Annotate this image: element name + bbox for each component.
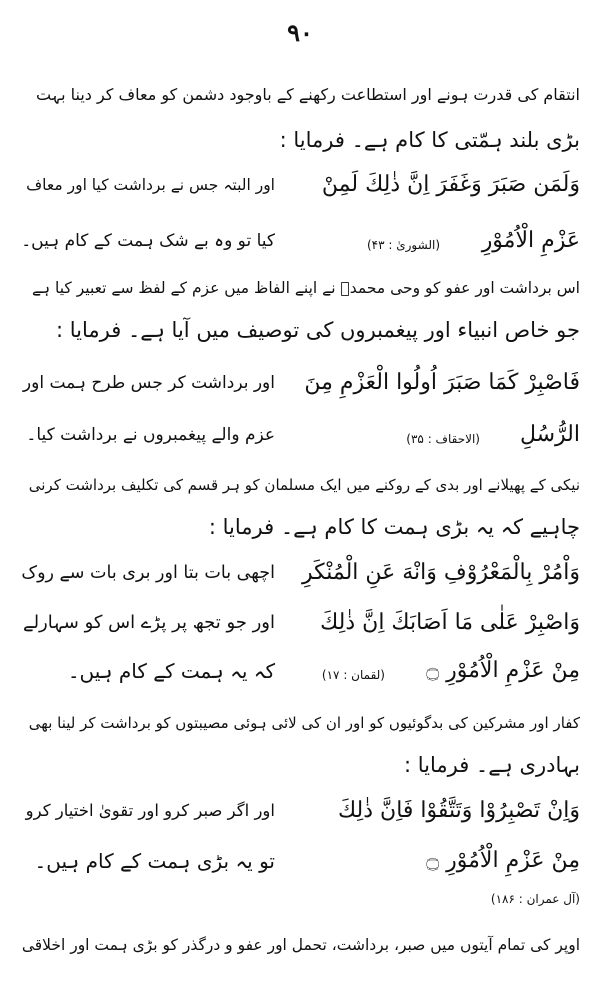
verse-reference: (آل عمران : ۱۸۶) — [490, 892, 580, 906]
quran-verse-line: وَاِنْ تَصْبِرُوْا وَتَتَّقُوْا فَاِنَّ ذٰلِكَ — [338, 798, 580, 823]
quran-verse-line: عَزْمِ الْاُمُوْرِ — [481, 228, 580, 253]
translation-line: تو یہ بڑی ہمت کے کام ہیں۔ — [34, 849, 275, 873]
quran-verse-line: الرُّسُلِ — [519, 422, 580, 447]
translation-line: کیا تو وہ بے شک ہمت کے کام ہیں۔ — [21, 231, 275, 251]
prose-line: بڑی بلند ہمّتی کا کام ہے۔ فرمایا : — [279, 128, 580, 152]
page-number: ۹۰ — [287, 18, 313, 47]
prose-line: اوپر کی تمام آیتوں میں صبر، برداشت، تحمل اور عفو و درگذر کو بڑی ہمت اور اخلاقی — [21, 936, 580, 954]
translation-line: کہ یہ ہمت کے کام ہیں۔ — [67, 659, 275, 683]
quran-verse-line: وَاْمُرْ بِالْمَعْرُوْفِ وَانْهَ عَنِ الْمُنْكَرِ — [301, 560, 580, 585]
prose-line: نیکی کے پھیلانے اور بدی کے روکنے میں ایک مسلمان کو ہر قسم کی تکلیف برداشت کرنی — [28, 476, 580, 494]
quran-verse-line: وَلَمَن صَبَرَ وَغَفَرَ اِنَّ ذٰلِكَ لَمِنْ — [321, 172, 580, 197]
verse-reference: (الاحقاف : ۳۵) — [406, 432, 480, 446]
prose-line: بہادری ہے۔ فرمایا : — [403, 753, 580, 777]
quran-verse-line: مِنْ عَزْمِ الْاُمُوْرِ ۝ — [426, 848, 580, 873]
prose-line: جو خاص انبیاء اور پیغمبروں کی توصیف میں آیا ہے۔ فرمایا : — [56, 318, 580, 342]
translation-line: عزم والے پیغمبروں نے برداشت کیا۔ — [26, 425, 275, 445]
verse-reference: (الشوریٰ : ۴۳) — [366, 238, 440, 252]
prose-line: انتقام کی قدرت ہونے اور استطاعت رکھنے کے باوجود دشمن کو معاف کر دینا بہت — [35, 85, 580, 104]
verse-reference: (لقمان : ۱۷) — [321, 668, 385, 682]
translation-line: اچھی بات بتا اور بری بات سے روک — [21, 563, 275, 583]
prose-line: کفار اور مشرکین کی بدگوئیوں کو اور ان کی لائی ہوئی مصیبتوں کو برداشت کر لینا بھی — [28, 714, 580, 732]
prose-line: اس برداشت اور عفو کو وحی محمدؐ نے اپنے الفاظ میں عزم کے لفظ سے تعبیر کیا ہے — [31, 279, 580, 297]
quran-verse-line: وَاصْبِرْ عَلٰى مَا اَصَابَكَ اِنَّ ذٰلِكَ — [320, 610, 580, 635]
translation-line: اور برداشت کر جس طرح ہمت اور — [22, 373, 275, 393]
quran-verse-line: فَاصْبِرْ كَمَا صَبَرَ اُولُوا الْعَزْمِ مِنَ — [304, 370, 580, 395]
translation-line: اور اگر صبر کرو اور تقویٰ اختیار کرو — [25, 801, 275, 820]
prose-line: چاہیے کہ یہ بڑی ہمت کا کام ہے۔ فرمایا : — [208, 515, 580, 539]
translation-line: اور جو تجھ پر پڑے اس کو سہارلے — [23, 612, 275, 633]
translation-line: اور البتہ جس نے برداشت کیا اور معاف — [26, 176, 275, 194]
quran-verse-line: مِنْ عَزْمِ الْاُمُوْرِ ۝ — [426, 658, 580, 683]
